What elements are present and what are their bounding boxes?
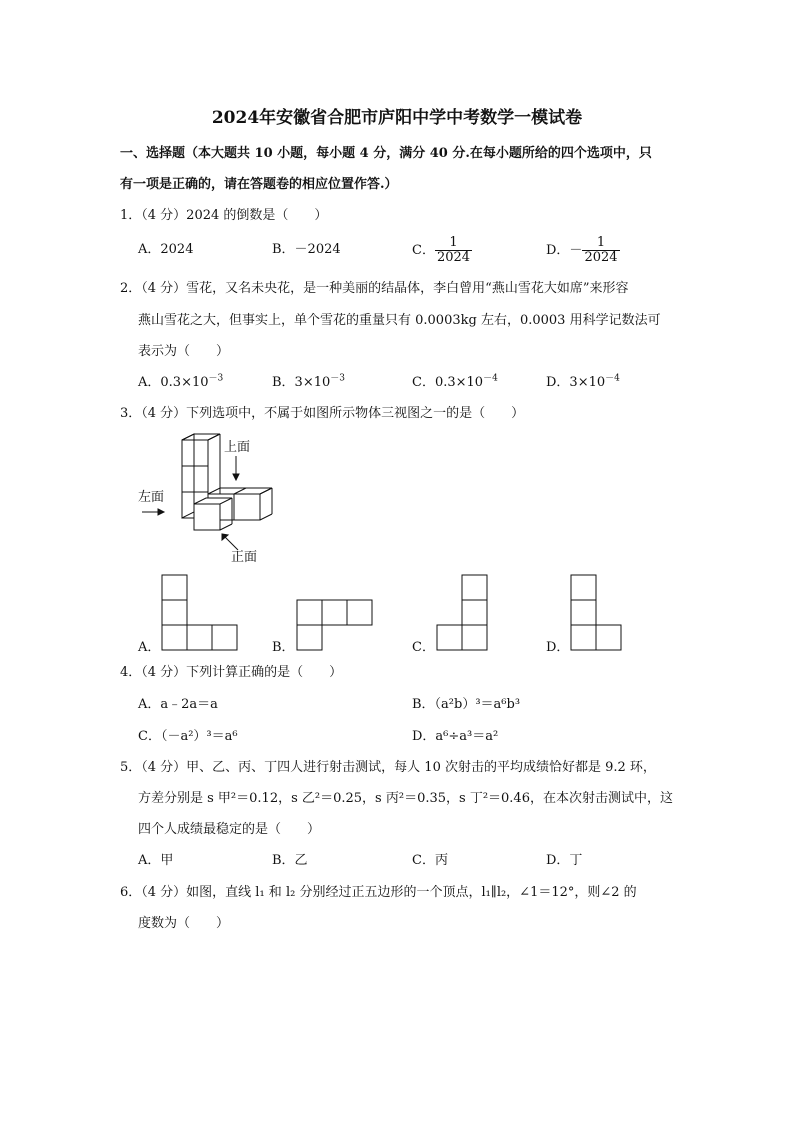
q1-option-d xyxy=(546,236,620,265)
q3-stem: 3．（4 分）下列选项中，不属于如图所示物体三视图之一的是（ ） xyxy=(120,406,525,421)
q1-d-denominator: 2024 xyxy=(584,250,618,265)
q1-option-a: A．2024 xyxy=(138,242,194,257)
q1-option-c xyxy=(412,236,472,265)
q2-b-base: B．3×10 xyxy=(272,375,331,390)
q5-line1: 5．（4 分）甲、乙、丙、丁四人进行射击测试，每人 10 次射击的平均成绩恰好都是 9.2 环， xyxy=(120,760,656,775)
section-heading-line2: 有一项是正确的，请在答题卷的相应位置作答.） xyxy=(120,177,398,192)
q3-option-a-view xyxy=(161,574,241,654)
section-heading-line1: 一、选择题（本大题共 10 小题，每小题 4 分，满分 40 分.在每小题所给的四个选项中，只 xyxy=(120,146,652,161)
q2-a-exp: －3 xyxy=(208,373,224,384)
q3-option-c: C． xyxy=(412,640,435,655)
q5-line2: 方差分别是 s 甲²＝0.12，s 乙²＝0.25，s 丙²＝0.35，s 丁²＝0.46，在本次射击测试中，这 xyxy=(138,791,673,806)
q4-stem: 4．（4 分）下列计算正确的是（ ） xyxy=(120,665,343,680)
q3-option-a: A． xyxy=(138,640,161,655)
q2-d-base: D．3×10 xyxy=(546,375,606,390)
q1-d-numerator: 1 xyxy=(582,236,619,251)
q1-stem: 1．（4 分）2024 的倒数是（ ） xyxy=(120,208,328,223)
q3-option-b: B． xyxy=(272,640,295,655)
q1-c-numerator: 1 xyxy=(435,236,472,251)
q1-option-c-prefix: C． xyxy=(412,243,435,258)
q4-option-b: B．（a²b）³＝a⁶b³ xyxy=(412,697,521,712)
q2-b-exp: －3 xyxy=(330,373,345,384)
q2-line3: 表示为（ ） xyxy=(138,344,230,359)
q4-option-c: C．（－a²）³＝a⁶ xyxy=(138,729,238,744)
q6-line2: 度数为（ ） xyxy=(138,916,230,931)
q2-d-exp: －4 xyxy=(605,373,620,384)
q1-option-d-prefix: D．－ xyxy=(546,243,583,258)
q4-option-a: A．a﹣2a＝a xyxy=(138,697,218,712)
q6-line1: 6．（4 分）如图，直线 l₁ 和 l₂ 分别经过正五边形的一个顶点，l₁∥l₂，∠1＝12°，则∠2 的 xyxy=(120,885,637,900)
q3-label-top: 上面 xyxy=(224,440,251,455)
page-title: 2024年安徽省合肥市庐阳中学中考数学一模试卷 xyxy=(211,108,583,128)
q2-line1: 2．（4 分）雪花，又名未央花，是一种美丽的结晶体，李白曾用“燕山雪花大如席”来形容 xyxy=(120,281,629,296)
q5-option-d: D．丁 xyxy=(546,853,583,868)
q2-option-d xyxy=(546,375,620,391)
q1-option-b: B．－2024 xyxy=(272,242,341,257)
q5-option-a: A．甲 xyxy=(138,853,174,868)
q5-option-c: C．丙 xyxy=(412,853,448,868)
q3-option-d-view xyxy=(570,574,625,654)
q3-label-left: 左面 xyxy=(138,490,165,505)
q2-option-c xyxy=(412,375,498,391)
q3-option-b-view xyxy=(296,599,376,654)
q2-line2: 燕山雪花之大，但事实上，单个雪花的重量只有 0.0003kg 左右，0.0003 用科学记数法可 xyxy=(138,313,661,328)
q5-option-b: B．乙 xyxy=(272,853,308,868)
q2-c-base: C．0.3×10 xyxy=(412,375,484,390)
q1-c-denominator: 2024 xyxy=(436,250,471,265)
q2-option-b xyxy=(272,375,345,391)
q3-option-c-view xyxy=(436,574,491,654)
q2-option-a xyxy=(138,375,223,391)
q3-label-front: 正面 xyxy=(231,550,258,565)
q4-option-d: D．a⁶÷a³＝a² xyxy=(412,729,499,744)
q5-line3: 四个人成绩最稳定的是（ ） xyxy=(138,822,321,837)
q2-a-base: A．0.3×10 xyxy=(138,375,209,390)
q2-c-exp: －4 xyxy=(483,373,498,384)
q3-option-d: D． xyxy=(546,640,570,655)
